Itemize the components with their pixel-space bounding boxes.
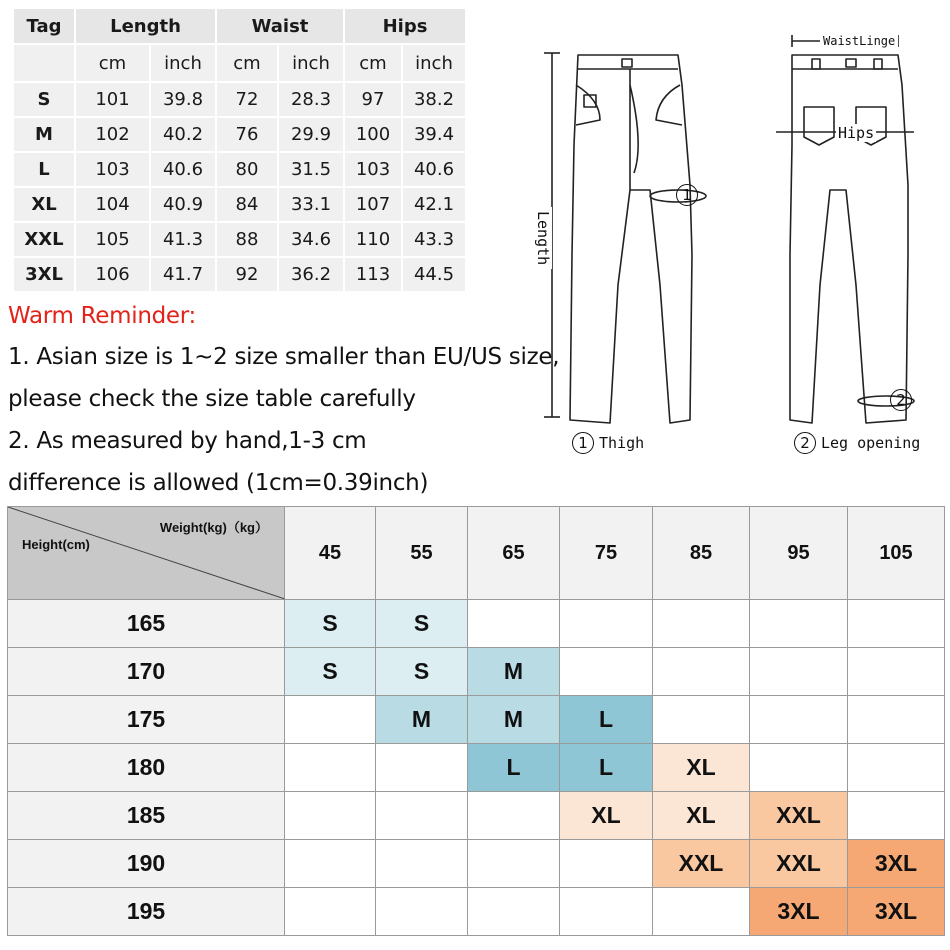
measurement-value: 100 bbox=[344, 117, 402, 152]
recommended-size-cell: XL bbox=[653, 744, 750, 792]
measurement-value: 106 bbox=[75, 257, 150, 292]
measurement-value: 41.3 bbox=[150, 222, 216, 257]
measurement-value: 104 bbox=[75, 187, 150, 222]
height-row bbox=[8, 696, 945, 744]
pants-measurement-diagram bbox=[530, 25, 950, 470]
recommended-size-cell bbox=[376, 792, 468, 840]
length-label: Length bbox=[534, 207, 552, 269]
recommended-size-cell bbox=[560, 888, 653, 936]
height-cell: 195 bbox=[8, 888, 285, 936]
recommended-size-cell: M bbox=[468, 648, 560, 696]
height-row bbox=[8, 792, 945, 840]
recommended-size-cell: 3XL bbox=[848, 888, 945, 936]
recommended-size-cell: L bbox=[468, 744, 560, 792]
weight-header-cell: 105 bbox=[848, 507, 945, 600]
size-tag: L bbox=[13, 152, 75, 187]
size-tag: M bbox=[13, 117, 75, 152]
height-row bbox=[8, 648, 945, 696]
unit-cell: inch bbox=[278, 44, 344, 82]
leg-opening-legend bbox=[794, 432, 920, 454]
recommended-size-cell bbox=[750, 744, 848, 792]
weight-header-cell: 95 bbox=[750, 507, 848, 600]
measurement-value: 113 bbox=[344, 257, 402, 292]
unit-cell: inch bbox=[402, 44, 466, 82]
measurement-value: 97 bbox=[344, 82, 402, 117]
measurement-value: 107 bbox=[344, 187, 402, 222]
weight-header-cell: 45 bbox=[285, 507, 376, 600]
size-table bbox=[12, 7, 467, 293]
height-axis-label: Height(cm) bbox=[22, 537, 90, 552]
measurement-value: 103 bbox=[75, 152, 150, 187]
hips-label: Hips bbox=[838, 124, 875, 142]
recommended-size-cell: 3XL bbox=[750, 888, 848, 936]
thigh-legend-label: Thigh bbox=[599, 434, 645, 452]
measurement-value: 40.6 bbox=[402, 152, 466, 187]
recommended-size-cell bbox=[285, 696, 376, 744]
measurement-value: 92 bbox=[216, 257, 278, 292]
size-row bbox=[13, 117, 466, 152]
hips-header: Hips bbox=[344, 8, 466, 44]
measurement-value: 31.5 bbox=[278, 152, 344, 187]
size-row bbox=[13, 257, 466, 292]
leg-opening-legend-label: Leg opening bbox=[821, 434, 921, 452]
measurement-value: 103 bbox=[344, 152, 402, 187]
measurement-value: 38.2 bbox=[402, 82, 466, 117]
recommendation-body bbox=[8, 600, 945, 936]
recommended-size-cell: XXL bbox=[653, 840, 750, 888]
recommended-size-cell bbox=[750, 648, 848, 696]
recommended-size-cell bbox=[848, 744, 945, 792]
tag-header: Tag bbox=[13, 8, 75, 44]
length-header: Length bbox=[75, 8, 216, 44]
height-cell: 180 bbox=[8, 744, 285, 792]
weight-header-cell: 75 bbox=[560, 507, 653, 600]
recommended-size-cell: M bbox=[468, 696, 560, 744]
warm-reminder-title: Warm Reminder: bbox=[8, 303, 196, 329]
measurement-value: 101 bbox=[75, 82, 150, 117]
waist-header: Waist bbox=[216, 8, 344, 44]
reminder-line: difference is allowed (1cm=0.39inch) bbox=[8, 470, 429, 496]
recommended-size-cell bbox=[285, 840, 376, 888]
recommended-size-cell bbox=[848, 600, 945, 648]
measurement-value: 29.9 bbox=[278, 117, 344, 152]
size-tag: S bbox=[13, 82, 75, 117]
height-cell: 185 bbox=[8, 792, 285, 840]
recommended-size-cell bbox=[848, 792, 945, 840]
recommended-size-cell bbox=[468, 792, 560, 840]
measurement-value: 33.1 bbox=[278, 187, 344, 222]
recommended-size-cell bbox=[750, 600, 848, 648]
leg-opening-legend-number: 2 bbox=[794, 432, 816, 454]
thigh-marker bbox=[676, 184, 703, 206]
height-cell: 190 bbox=[8, 840, 285, 888]
weight-header-cell: 65 bbox=[468, 507, 560, 600]
measurement-value: 41.7 bbox=[150, 257, 216, 292]
measurement-value: 34.6 bbox=[278, 222, 344, 257]
waistline-label: WaistLinge bbox=[820, 34, 898, 48]
height-row bbox=[8, 600, 945, 648]
unit-cell: cm bbox=[216, 44, 278, 82]
pants-illustration bbox=[530, 25, 950, 465]
recommended-size-cell bbox=[468, 600, 560, 648]
recommended-size-cell bbox=[285, 744, 376, 792]
weight-header-cell: 85 bbox=[653, 507, 750, 600]
measurement-value: 76 bbox=[216, 117, 278, 152]
height-cell: 175 bbox=[8, 696, 285, 744]
height-cell: 165 bbox=[8, 600, 285, 648]
leg-opening-number-badge: 2 bbox=[890, 389, 912, 411]
height-weight-corner bbox=[8, 507, 285, 600]
measurement-value: 40.6 bbox=[150, 152, 216, 187]
recommended-size-cell bbox=[468, 840, 560, 888]
size-tag: 3XL bbox=[13, 257, 75, 292]
measurement-value: 44.5 bbox=[402, 257, 466, 292]
recommended-size-cell bbox=[560, 648, 653, 696]
recommended-size-cell bbox=[285, 888, 376, 936]
size-table-body bbox=[13, 82, 466, 292]
size-tag: XL bbox=[13, 187, 75, 222]
recommended-size-cell bbox=[285, 792, 376, 840]
recommended-size-cell: S bbox=[285, 600, 376, 648]
recommended-size-cell bbox=[468, 888, 560, 936]
size-row bbox=[13, 82, 466, 117]
measurement-value: 39.4 bbox=[402, 117, 466, 152]
measurement-value: 28.3 bbox=[278, 82, 344, 117]
recommended-size-cell bbox=[653, 600, 750, 648]
recommended-size-cell bbox=[653, 648, 750, 696]
reminder-line: please check the size table carefully bbox=[8, 386, 416, 412]
size-table-units-row bbox=[13, 44, 466, 82]
recommended-size-cell bbox=[560, 840, 653, 888]
recommended-size-cell: S bbox=[376, 600, 468, 648]
size-recommendation-grid bbox=[7, 506, 945, 936]
recommended-size-cell: M bbox=[376, 696, 468, 744]
recommended-size-cell: L bbox=[560, 696, 653, 744]
weight-header-cell: 55 bbox=[376, 507, 468, 600]
size-table-header-row bbox=[13, 8, 466, 44]
height-row bbox=[8, 744, 945, 792]
reminder-line: 1. Asian size is 1~2 size smaller than EU/US size, bbox=[8, 344, 560, 370]
recommended-size-cell: S bbox=[376, 648, 468, 696]
measurement-value: 40.2 bbox=[150, 117, 216, 152]
thigh-legend-number: 1 bbox=[572, 432, 594, 454]
unit-cell: cm bbox=[75, 44, 150, 82]
recommended-size-cell bbox=[750, 696, 848, 744]
recommended-size-cell bbox=[653, 696, 750, 744]
height-row bbox=[8, 888, 945, 936]
measurement-value: 88 bbox=[216, 222, 278, 257]
recommended-size-cell: S bbox=[285, 648, 376, 696]
recommended-size-cell bbox=[653, 888, 750, 936]
size-row bbox=[13, 187, 466, 222]
measurement-value: 80 bbox=[216, 152, 278, 187]
weight-header-row bbox=[8, 507, 945, 600]
thigh-number-badge: 1 bbox=[676, 184, 698, 206]
reminder-line: 2. As measured by hand,1-3 cm bbox=[8, 428, 367, 454]
weight-axis-label: Weight(kg)（kg） bbox=[159, 520, 268, 535]
measurement-value: 84 bbox=[216, 187, 278, 222]
recommended-size-cell bbox=[376, 888, 468, 936]
recommended-size-cell: XL bbox=[653, 792, 750, 840]
recommended-size-cell: XL bbox=[560, 792, 653, 840]
height-row bbox=[8, 840, 945, 888]
unit-cell-empty bbox=[13, 44, 75, 82]
measurement-value: 39.8 bbox=[150, 82, 216, 117]
measurement-value: 72 bbox=[216, 82, 278, 117]
size-tag: XXL bbox=[13, 222, 75, 257]
recommended-size-cell bbox=[376, 840, 468, 888]
recommended-size-cell: XXL bbox=[750, 840, 848, 888]
measurement-value: 105 bbox=[75, 222, 150, 257]
recommended-size-cell bbox=[376, 744, 468, 792]
measurement-value: 40.9 bbox=[150, 187, 216, 222]
recommended-size-cell bbox=[848, 648, 945, 696]
measurement-value: 36.2 bbox=[278, 257, 344, 292]
recommended-size-cell: 3XL bbox=[848, 840, 945, 888]
recommended-size-cell: L bbox=[560, 744, 653, 792]
measurement-value: 110 bbox=[344, 222, 402, 257]
unit-cell: cm bbox=[344, 44, 402, 82]
leg-opening-marker bbox=[890, 389, 917, 411]
size-row bbox=[13, 222, 466, 257]
unit-cell: inch bbox=[150, 44, 216, 82]
measurement-value: 42.1 bbox=[402, 187, 466, 222]
height-cell: 170 bbox=[8, 648, 285, 696]
recommended-size-cell: XXL bbox=[750, 792, 848, 840]
recommended-size-cell bbox=[848, 696, 945, 744]
measurement-value: 102 bbox=[75, 117, 150, 152]
measurement-value: 43.3 bbox=[402, 222, 466, 257]
size-row bbox=[13, 152, 466, 187]
recommended-size-cell bbox=[560, 600, 653, 648]
thigh-legend bbox=[572, 432, 644, 454]
